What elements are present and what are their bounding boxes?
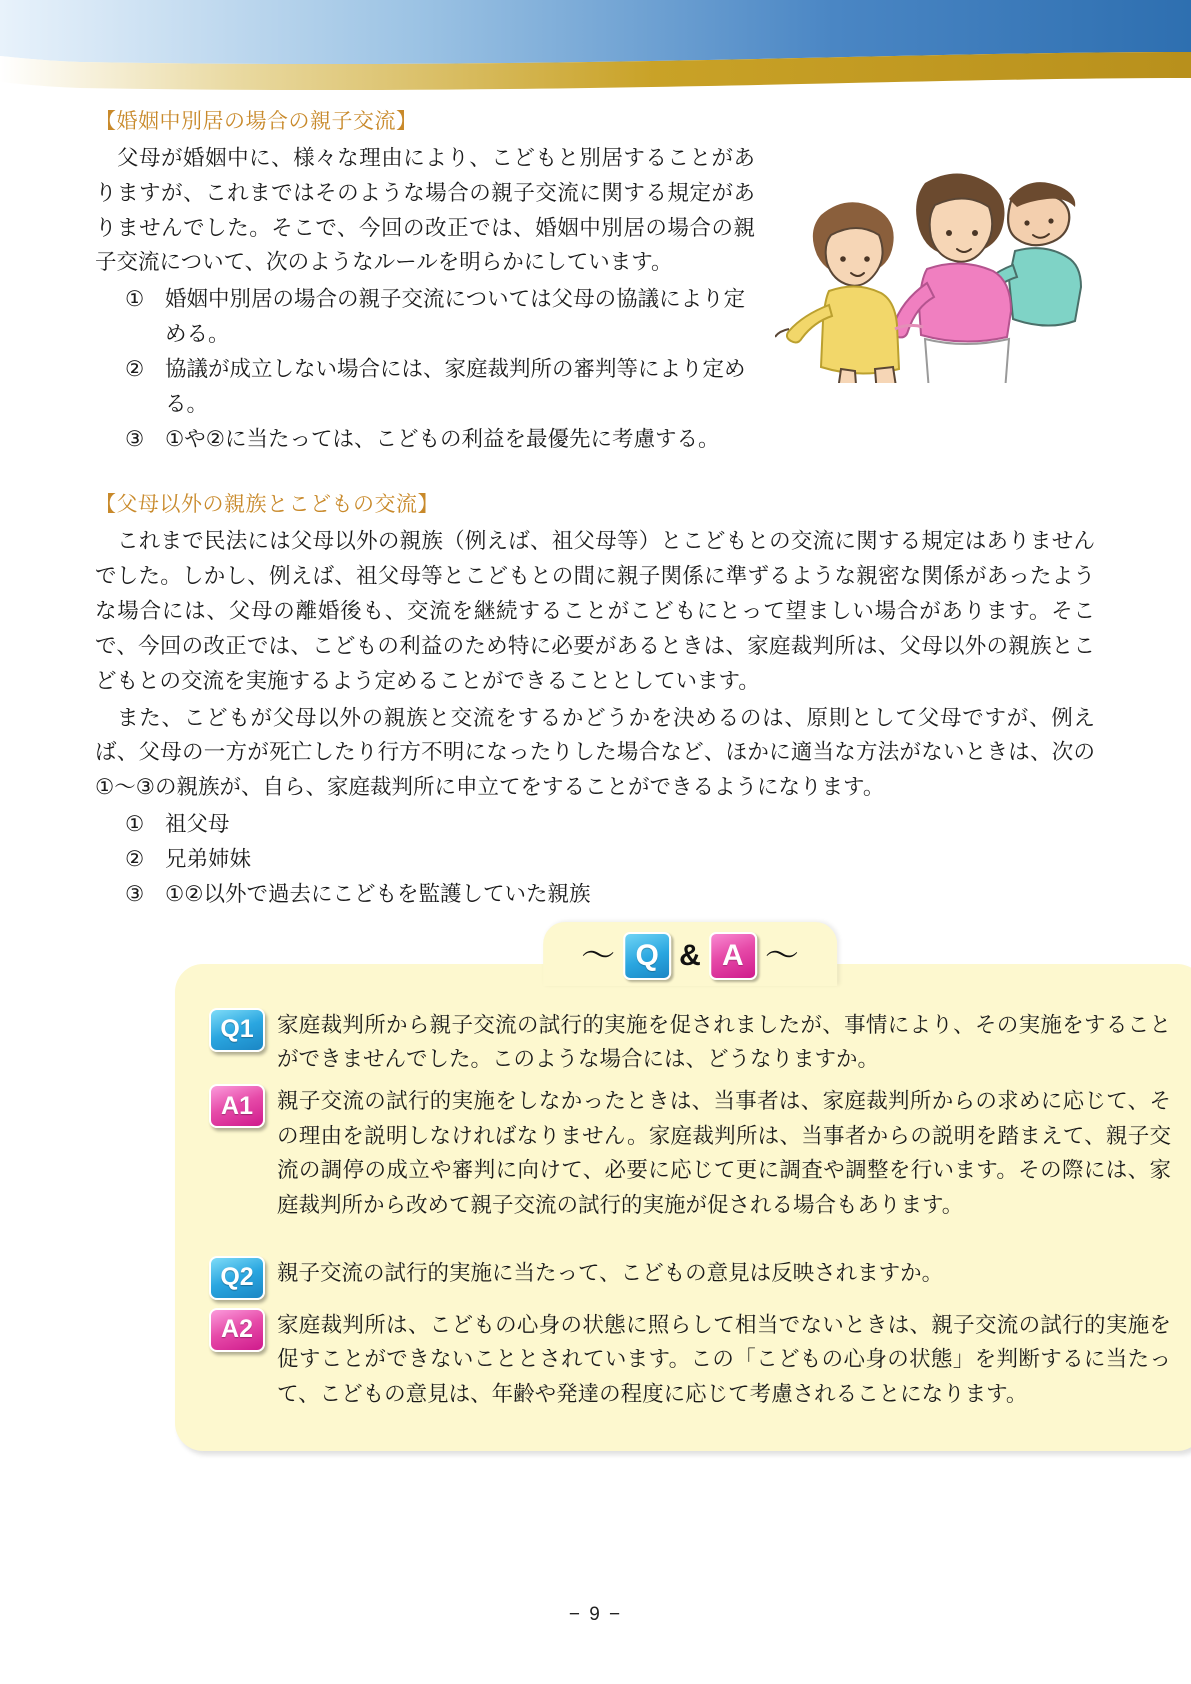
qa-answer-text: 家庭裁判所は、こどもの心身の状態に照らして相当でないときは、親子交流の試行的実施を促すことができないこととされています。この「こどもの心身の状態」を判断するに当たって、こどもの意見は、年齢や発達の程度に応じて考慮されることになります。 (277, 1312, 1171, 1406)
list-item-number: ③ (125, 426, 145, 451)
page-number: − 9 − (568, 1604, 623, 1625)
page-content (0, 105, 1191, 1451)
list-item-text: 婚姻中別居の場合の親子交流については父母の協議により定める。 (165, 287, 746, 347)
list-item (95, 877, 1095, 912)
list-item (95, 807, 1095, 842)
a1-badge-icon: A1 (209, 1084, 265, 1128)
section-heading: 【婚姻中別居の場合の親子交流】 (95, 110, 418, 133)
numbered-list (95, 282, 755, 456)
qa-tag (209, 1308, 265, 1352)
qa-spacer (209, 1228, 1171, 1254)
qa-panel (175, 936, 1191, 1452)
qa-tag (209, 1008, 265, 1052)
list-item-text: ①②以外で過去にこどもを監護していた親族 (165, 881, 591, 906)
qa-section (95, 936, 1171, 1452)
list-item (95, 352, 755, 422)
list-item-number: ① (125, 287, 145, 312)
qa-tag (209, 1084, 265, 1128)
q-badge-icon: Q (623, 932, 671, 980)
q1-badge-icon: Q1 (209, 1008, 265, 1052)
list-item-text: 兄弟姉妹 (165, 846, 252, 871)
tilde-right: 〜 (764, 936, 799, 975)
qa-item-a1 (209, 1082, 1171, 1222)
section-marriage-separation (95, 105, 1095, 456)
a2-badge-icon: A2 (209, 1308, 265, 1352)
section-relatives-exchange (95, 488, 1095, 911)
qa-question-text: 親子交流の試行的実施に当たって、こどもの意見は反映されますか。 (277, 1260, 944, 1285)
list-item-text: ①や②に当たっては、こどもの利益を最優先に考慮する。 (165, 426, 720, 451)
tilde-left: 〜 (581, 936, 616, 975)
list-item-number: ② (125, 846, 145, 871)
section-paragraph: これまで民法には父母以外の親族（例えば、祖父母等）とこどもとの交流に関する規定はありませんでした。しかし、例えば、祖父母等とこどもとの間に親子関係に準ずるような親密な関係があったような場合には、父母の離婚後も、交流を継続することがこどもにとって望ましい場合があります。そこで、今回の改正では、こどもの利益のため特に必要があるときは、家庭裁判所は、父母以外の親族とこどもとの交流を実施するよう定めることができることとしています。 (95, 529, 1095, 693)
list-item-number: ② (125, 356, 145, 381)
list-item-text: 祖父母 (165, 812, 230, 837)
q2-badge-icon: Q2 (209, 1256, 265, 1300)
section-paragraph: 父母が婚姻中に、様々な理由により、こどもと別居することがありますが、これまではそのような場合の親子交流に関する規定がありませんでした。そこで、今回の改正では、婚姻中別居の場合の親子交流について、次のようなルールを明らかにしています。 (95, 146, 755, 275)
page-top-banner (0, 0, 1191, 100)
qa-title (543, 922, 837, 986)
qa-item-q1 (209, 1006, 1171, 1077)
ampersand: & (679, 938, 701, 972)
list-item-number: ③ (125, 881, 145, 906)
qa-item-q2 (209, 1254, 1171, 1300)
numbered-list (95, 807, 1095, 911)
family-illustration (775, 123, 1105, 383)
section-heading: 【父母以外の親族とこどもの交流】 (95, 493, 439, 517)
qa-answer-text: 親子交流の試行的実施をしなかったときは、当事者は、家庭裁判所からの求めに応じて、その理由を説明しなければなりません。家庭裁判所は、当事者からの説明を踏まえて、親子交流の調停の成立や審判に向けて、必要に応じて更に調査や調整を行います。その際には、家庭裁判所から改めて親子交流の試行的実施が促される場合もあります。 (277, 1089, 1171, 1217)
section-paragraph: また、こどもが父母以外の親族と交流をするかどうかを決めるのは、原則として父母ですが、例えば、父母の一方が死亡したり行方不明になったりした場合など、ほかに適当な方法がないときは、次の①〜③の親族が、自ら、家庭裁判所に申立てをすることができるようになります。 (95, 705, 1095, 800)
qa-item-a2 (209, 1306, 1171, 1411)
list-item (95, 422, 755, 457)
qa-tag (209, 1256, 265, 1300)
list-item-number: ① (125, 812, 145, 837)
list-item-text: 協議が成立しない場合には、家庭裁判所の審判等により定める。 (165, 356, 746, 416)
list-item (95, 842, 1095, 877)
a-badge-icon: A (709, 932, 757, 980)
list-item (95, 282, 755, 352)
qa-question-text: 家庭裁判所から親子交流の試行的実施を促されましたが、事情により、その実施をすることができませんでした。このような場合には、どうなりますか。 (277, 1012, 1171, 1071)
